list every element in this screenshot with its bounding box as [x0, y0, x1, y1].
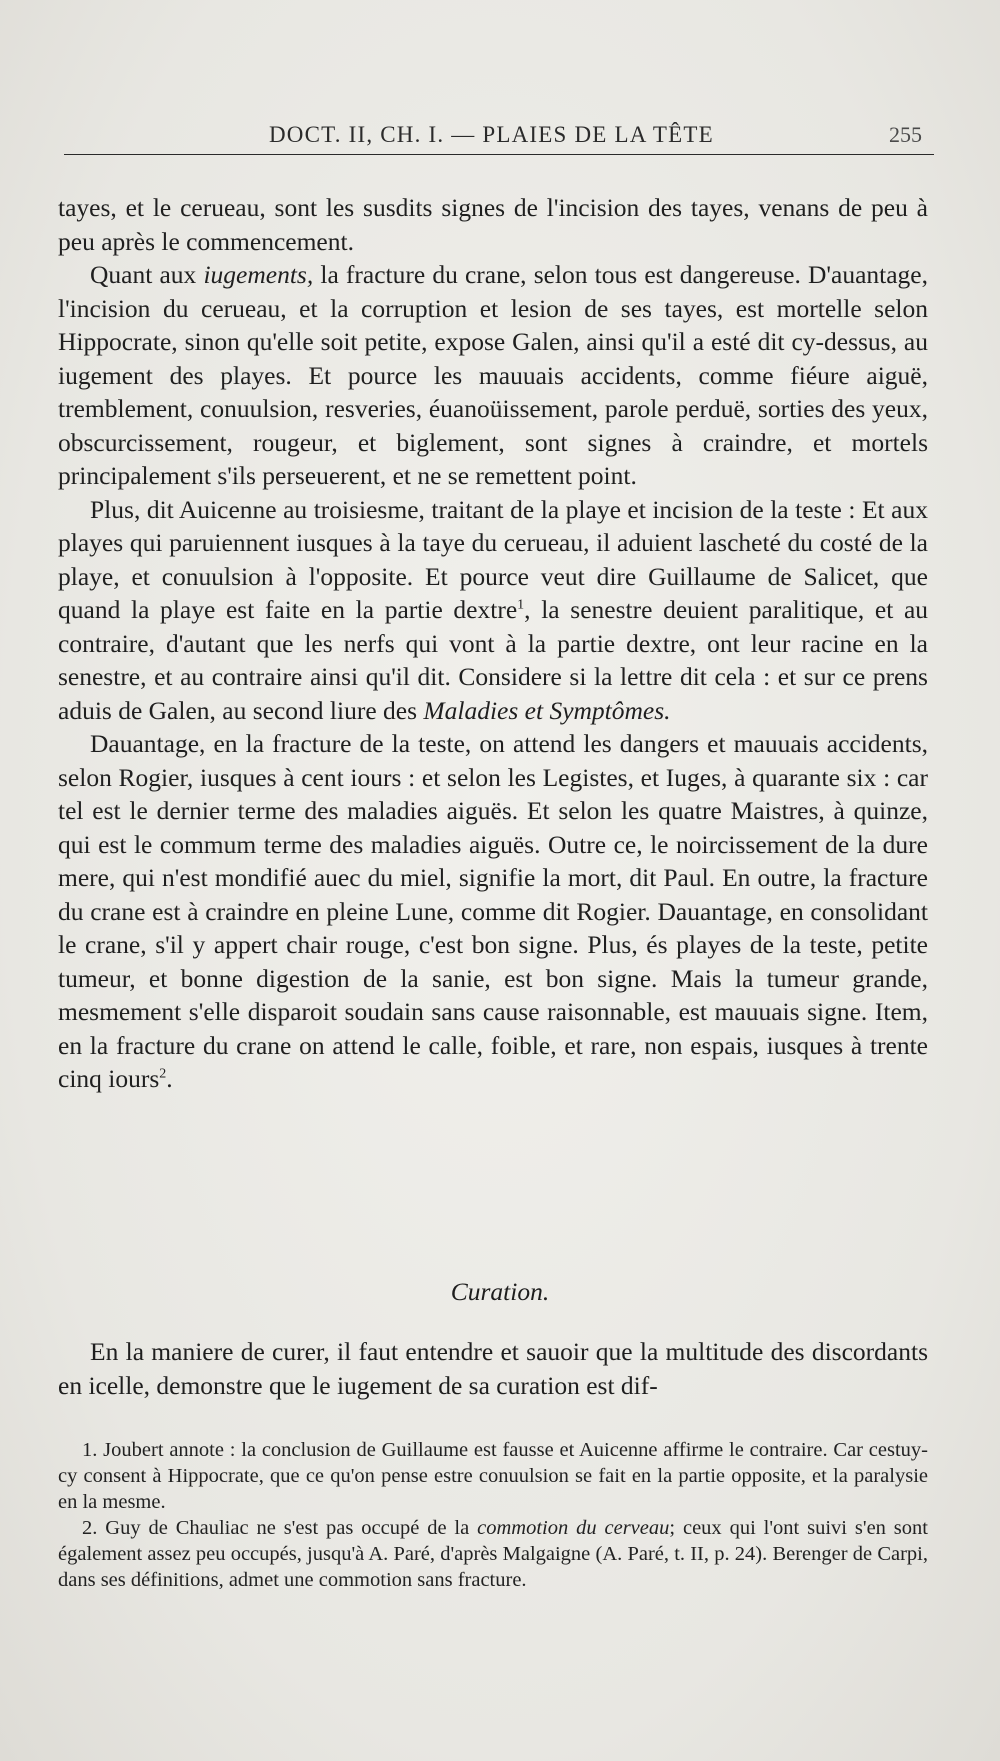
paragraph-2-lead: Quant aux [90, 260, 204, 289]
paragraph-3 [58, 493, 928, 728]
paragraph-3-lead: Plus, dit Auicenne au troisiesme, traitant de la playe et incision de la teste : Et aux playes qui paruiennent iusques à la taye du cerueau, il aduient lascheté du costé de la playe, et conuulsion à l'opposite. Et pource veut dire Guillaume de Salicet, que quand la playe est faite en la partie dextre [58, 494, 928, 624]
paragraph-1 [58, 191, 928, 258]
footnote-1-text: Joubert annote : la conclusion de Guillaume est fausse et Auicenne affirme le contraire. Car cestuy-cy consent à Hippocrate, que ce qu'on pense estre conuulsion se fait en la partie opposite, et la paralysie en la mesme. [58, 1439, 928, 1513]
paragraph-3-italic: Maladies et Symptômes. [423, 695, 671, 725]
footnote-2 [58, 1515, 928, 1593]
page-number: 255 [889, 122, 922, 147]
paragraph-3-text: , la senestre deuient paralitique, et au contraire, d'autant que les nerfs qui vont à la partie dextre, ont leur racine en la senestre, et au contraire ainsi qu'il dit. Considere si la lettre dit cela : et sur ce prens aduis de Galen, au second liure des [58, 595, 929, 725]
paragraph-4 [58, 727, 928, 1096]
paragraph-2 [58, 258, 928, 493]
footnote-2-number: 2. [82, 1517, 98, 1539]
paragraph-2-italic: iugements, [203, 260, 314, 289]
main-text [58, 191, 928, 1096]
footnote-ref-2: 2 [159, 1066, 167, 1082]
paragraph-1-text: tayes, et le cerueau, sont les susdits signes de l'incision des tayes, venans de peu à peu après le commencement. [58, 193, 928, 256]
paragraph-4-text: Dauantage, en la fracture de la teste, on attend les dangers et mauuais accidents, selon Rogier, iusques à cent iours : et selon les Legistes, et Iuges, à quarante six : car tel est le dernier terme des maladies aiguës. Et selon les quatre Maistres, à quinze, qui est le commum terme des maladies aiguës. Outre ce, le noircissement de la dure mere, qui n'est mondifié auec du miel, signifie la mort, dit Paul. En outre, la fracture du crane est à craindre en pleine Lune, comme dit Rogier. Dauantage, en consolidant le crane, s'il y appert chair rouge, c'est bon signe. Plus, és playes de la teste, petite tumeur, et bonne digestion de la sanie, est bon signe. Mais la tumeur grande, mesmement s'elle disparoit soudain sans cause raisonnable, est mauuais signe. Item, en la fracture du crane on attend le calle, foible, et rare, non espais, iusques à trente cinq iours [58, 729, 928, 1093]
footnote-1-number: 1. [82, 1439, 98, 1461]
footnotes [58, 1437, 928, 1593]
footnote-2-lead: Guy de Chauliac ne s'est pas occupé de la [97, 1517, 478, 1539]
running-header [64, 118, 934, 155]
section-heading: Curation. [450, 1277, 550, 1306]
footnote-2-italic: commotion du cerveau [477, 1517, 670, 1539]
running-title: DOCT. II, CH. I. — PLAIES DE LA TÊTE [269, 122, 714, 147]
footnote-1 [58, 1437, 928, 1515]
footnote-2-text: ; ceux qui l'ont suivi s'en sont également assez peu occupés, jusqu'à A. Paré, d'après Malgaigne (A. Paré, t. II, p. 24). Berenger de Carpi, dans ses définitions, admet une commotion sans fracture. [58, 1517, 928, 1591]
paragraph-2-text: la fracture du crane, selon tous est dangereuse. D'auantage, l'incision du cerueau, et la corruption et lesion de ses tayes, est mortelle selon Hippocrate, sinon qu'elle soit petite, expose Galen, ainsi qu'il a esté dit cy-dessus, au iugement des playes. Et pource les mauuais accidents, comme fiéure aiguë, tremblement, conuulsion, resveries, éuanoüissement, parole perduë, sorties des yeux, obscurcissement, rougeur, et biglement, sont signes à craindre, et mortels principalement s'ils perseuerent, et ne se remettent point. [58, 260, 928, 490]
paragraph-5: En la maniere de curer, il faut entendre et sauoir que la multitude des discordants en icelle, demonstre que le iugement de sa curation est dif- [58, 1337, 928, 1400]
paragraph-4-end: . [166, 1064, 173, 1093]
footnote-ref-1: 1 [517, 597, 525, 613]
